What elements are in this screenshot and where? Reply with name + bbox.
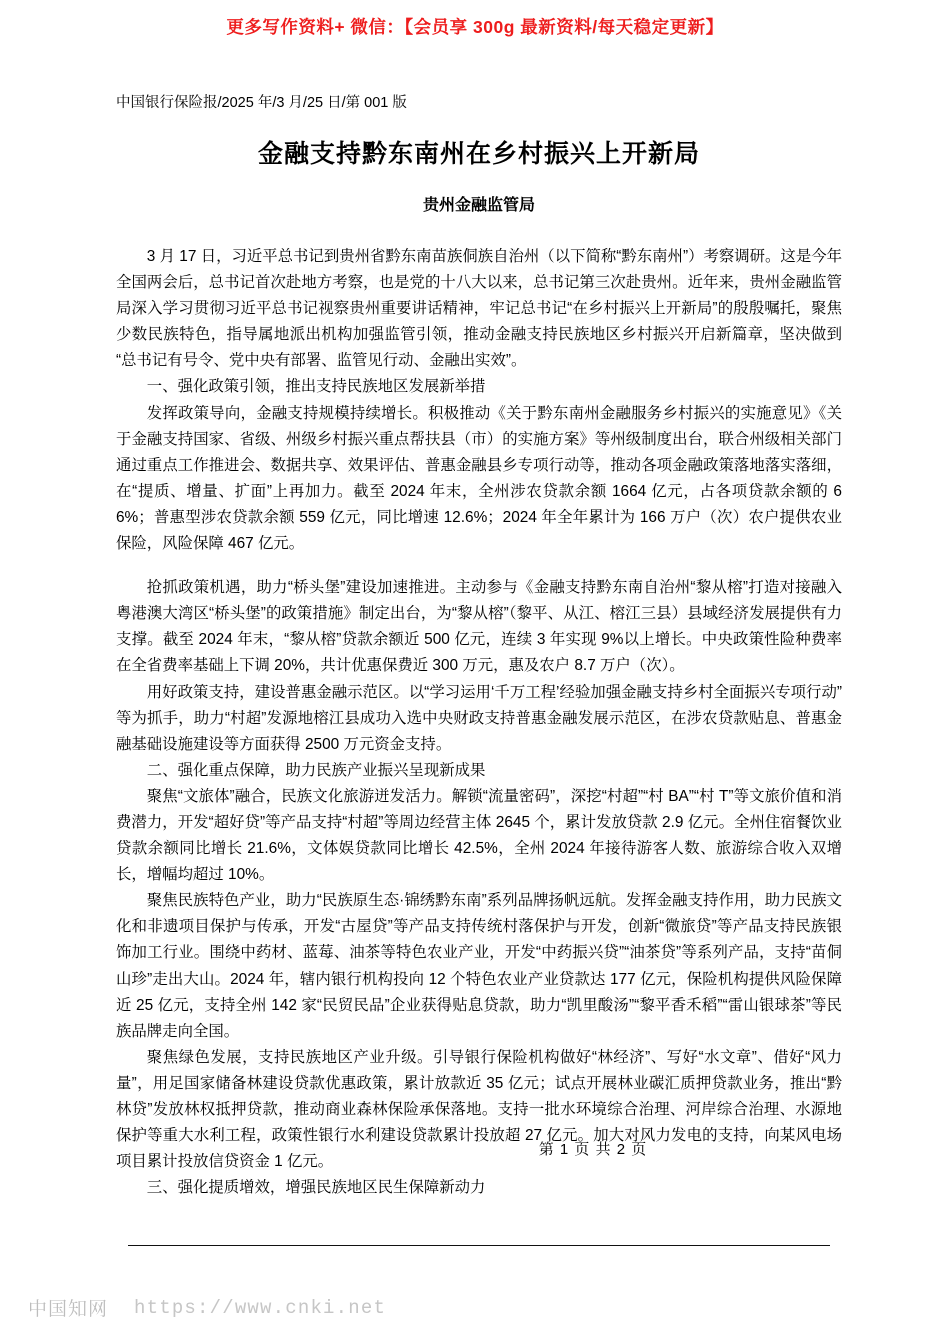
section-heading-1: 一、强化政策引领，推出支持民族地区发展新举措 bbox=[146, 378, 486, 396]
article-byline: 贵州金融监管局 bbox=[422, 197, 535, 214]
promo-banner: 更多写作资料+ 微信：【会员享 300g 最新资料/每天稳定更新】 bbox=[226, 17, 724, 37]
paragraph-green-development: 聚焦绿色发展，支持民族地区产业升级。引导银行保险机构做好“林经济”、写好“水文章”、借好“风力量”，用足国家储备林建设贷款优惠政策，累计放款近 35 亿元；试点开展林业碳汇质押贷款业务，推出“黔林贷”发放林权抵押贷款，推动商业森林保险承保落地。支持一批水环境综合治理、河岸综合治理、水源地保护等重大水利工程，政策性银行水利建设贷款累计投放超 27 亿元。加大对风力发电的支持，向某风电场项目累计投放信贷资金 1 亿元。 bbox=[116, 1048, 842, 1171]
cnki-watermark bbox=[28, 1294, 386, 1321]
paragraph-intro: 3 月 17 日，习近平总书记到贵州省黔东南苗族侗族自治州（以下简称“黔东南州”）考察调研。这是今年全国两会后，总书记首次赴地方考察，也是党的十八大以来，总书记第三次赴贵州。近年来，贵州金融监管局深入学习贯彻习近平总书记视察贵州重要讲话精神，牢记总书记“在乡村振兴上开新局”的殷殷嘱托，聚焦少数民族特色，指导属地派出机构加强监管引领，推动金融支持民族地区乡村振兴开启新篇章，坚决做到“总书记有号令、党中央有部署、监管见行动、金融出实效”。 bbox=[116, 248, 842, 370]
paragraph-ethnic-industry: 聚焦民族特色产业，助力“民族原生态·锦绣黔东南”系列品牌扬帆远航。发挥金融支持作用，助力民族文化和非遗项目保护与传承，开发“古屋贷”等产品支持传统村落保护与开发，创新“微旅贷”等产品支持民族银饰加工行业。围绕中药材、蓝莓、油茶等特色农业产业，开发“中药振兴贷”“油茶贷”等系列产品，支持“苗侗山珍”走出大山。2024 年，辖内银行机构投向 12 个特色农业产业贷款达 177 亿元，保险机构提供风险保障近 25 亿元，支持全州 142 家“民贸民品”企业获得贴息贷款，助力“凯里酸汤”“黎平香禾稻”“雷山银球茶”等民族品牌走向全国。 bbox=[116, 892, 842, 1040]
paragraph-culture-tourism: 聚焦“文旅体”融合，民族文化旅游迸发活力。解锁“流量密码”，深挖“村超”“村 BA”“村 T”等文旅价值和消费潜力，开发“超好贷”等产品支持“村超”等周边经营主体 2645 个，累计发放贷款 2.9 亿元。全州住宿餐饮业贷款余额同比增长 21.6%，文体娱贷款同比增长 42.5%，全州 2024 年接待游客人数、旅游综合收入双增长，增幅均超过 10%。 bbox=[116, 787, 842, 884]
cnki-brand-label: 中国知网 bbox=[28, 1299, 109, 1320]
article-container bbox=[116, 92, 842, 1201]
publication-source-line: 中国银行保险报/2025 年/3 月/25 日/第 001 版 bbox=[116, 95, 407, 111]
section-heading-2: 二、强化重点保障，助力民族产业振兴呈现新成果 bbox=[146, 761, 486, 779]
footer-divider bbox=[128, 1245, 830, 1246]
page-number-footer: 第 1 页 共 2 页 bbox=[538, 1141, 648, 1158]
paragraph-policy-guidance: 发挥政策导向，金融支持规模持续增长。积极推动《关于黔东南州金融服务乡村振兴的实施意见》《关于金融支持国家、省级、州级乡村振兴重点帮扶县（市）的实施方案》等州级制度出台，联合州级相关部门通过重点工作推进会、数据共享、效果评估、普惠金融县乡专项行动等，推动各项金融政策落地落实落细，在“提质、增量、扩面”上再加力。截至 2024 年末，全州涉农贷款余额 1664 亿元，占各项贷款余额的 66%；普惠型涉农贷款余额 559 亿元，同比增速 12.6%；2024 年全年累计为 166 万户（次）农户提供农业保险，风险保障 467 亿元。 bbox=[116, 404, 842, 553]
page-title: 金融支持黔东南州在乡村振兴上开新局 bbox=[257, 140, 700, 168]
paragraph-bridgehead: 抢抓政策机遇，助力“桥头堡”建设加速推进。主动参与《金融支持黔东南自治州“黎从榕”打造对接融入粤港澳大湾区“桥头堡”的政策措施》制定出台，为“黎从榕”（黎平、从江、榕江三县）县域经济发展提供有力支撑。截至 2024 年末，“黎从榕”贷款余额近 500 亿元，连续 3 年实现 9%以上增长。中央政策性险种费率在全省费率基础上下调 20%，共计优惠保费近 300 万元，惠及农户 8.7 万户（次）。 bbox=[116, 579, 842, 675]
article-body bbox=[116, 244, 842, 1201]
cnki-url-label: https://www.cnki.net bbox=[134, 1296, 387, 1319]
section-heading-3: 三、强化提质增效，增强民族地区民生保障新动力 bbox=[146, 1179, 486, 1197]
paragraph-demo-zone: 用好政策支持，建设普惠金融示范区。以“学习运用‘千万工程’经验加强金融支持乡村全面振兴专项行动”等为抓手，助力“村超”发源地榕江县成功入选中央财政支持普惠金融发展示范区，在涉农贷款贴息、普惠金融基础设施建设等方面获得 2500 万元资金支持。 bbox=[116, 683, 842, 753]
